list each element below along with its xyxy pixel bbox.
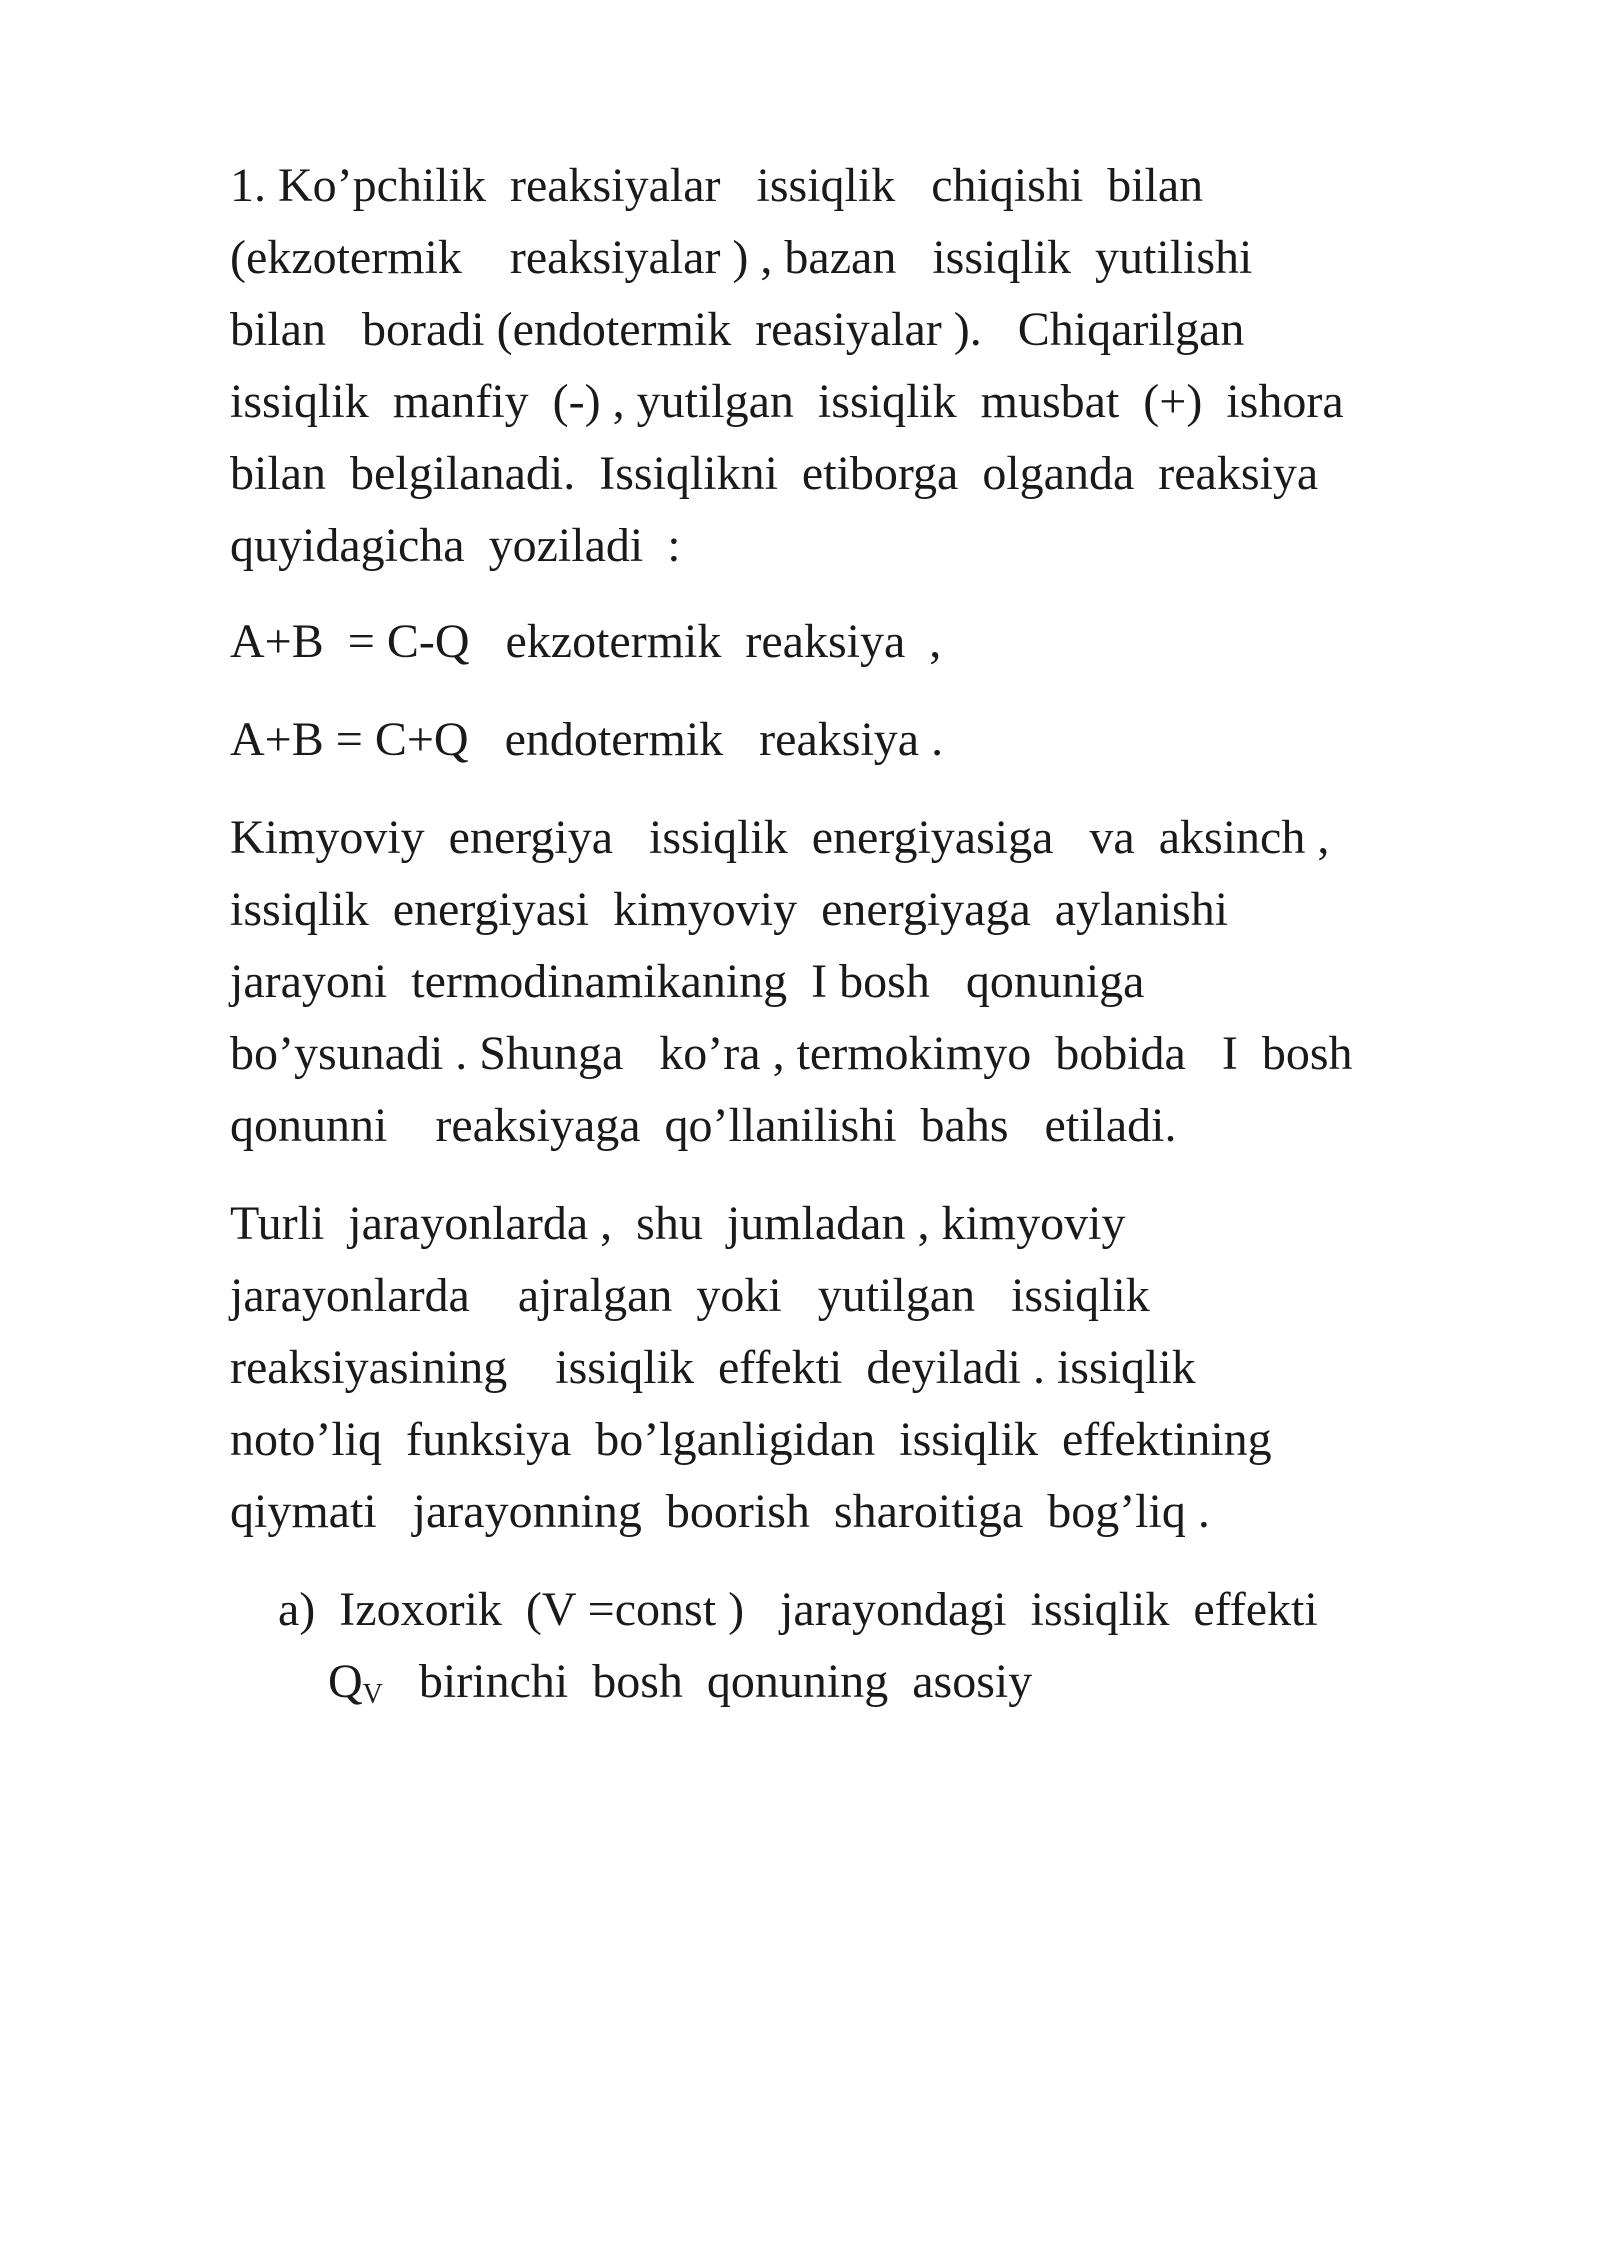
paragraph-1-line-3: bilan boradi (endotermik reasiyalar ). Chiqarilgan (230, 303, 1245, 356)
list-item-a-line-2-text: birinchi bosh qonuning asosiy (382, 1655, 1033, 1708)
paragraph-3-line-1: Turli jarayonlarda , shu jumladan , kimyoviy (230, 1197, 1126, 1250)
paragraph-2-line-3: jarayoni termodinamikaning I bosh qonuniga (230, 955, 1145, 1008)
paragraph-1-line-1: 1. Ko’pchilik reaksiyalar issiqlik chiqishi bilan (230, 159, 1204, 212)
q-symbol: Q (328, 1655, 363, 1708)
paragraph-2-line-5: qonunni reaksiyaga qo’llanilishi bahs etiladi. (230, 1099, 1177, 1152)
equation-exothermic: A+B = C-Q ekzotermik reaksiya , (230, 615, 942, 668)
paragraph-2-line-4: bo’ysunadi . Shunga ko’ra , termokimyo bobida I bosh (230, 1027, 1353, 1080)
paragraph-3-line-3: reaksiyasining issiqlik effekti deyiladi . issiqlik (230, 1341, 1196, 1394)
list-item-a-line-1: a) Izoxorik (V =const ) jarayondagi issiqlik effekti (278, 1583, 1318, 1636)
paragraph-2-line-1: Kimyoviy energiya issiqlik energiyasiga va aksinch , (230, 811, 1330, 864)
paragraph-1-line-4: issiqlik manfiy (-) , yutilgan issiqlik musbat (+) ishora (230, 375, 1344, 428)
paragraph-1-line-2: (ekzotermik reaksiyalar ) , bazan issiqlik yutilishi (230, 231, 1253, 284)
equation-endothermic: A+B = C+Q endotermik reaksiya . (230, 713, 944, 766)
paragraph-1-line-6: quyidagicha yoziladi : (230, 519, 681, 572)
paragraph-3-line-2: jarayonlarda ajralgan yoki yutilgan issiqlik (230, 1269, 1150, 1322)
paragraph-3-line-4: noto’liq funksiya bo’lganligidan issiqlik effektining (230, 1413, 1272, 1466)
paragraph-1-line-5: bilan belgilanadi. Issiqlikni etiborga olganda reaksiya (230, 447, 1319, 500)
q-subscript: V (362, 1679, 383, 1710)
list-item-a-line-2 (328, 1646, 1032, 1718)
paragraph-2-line-2: issiqlik energiyasi kimyoviy energiyaga aylanishi (230, 883, 1229, 936)
paragraph-3-line-5: qiymati jarayonning boorish sharoitiga bog’liq . (230, 1485, 1210, 1538)
